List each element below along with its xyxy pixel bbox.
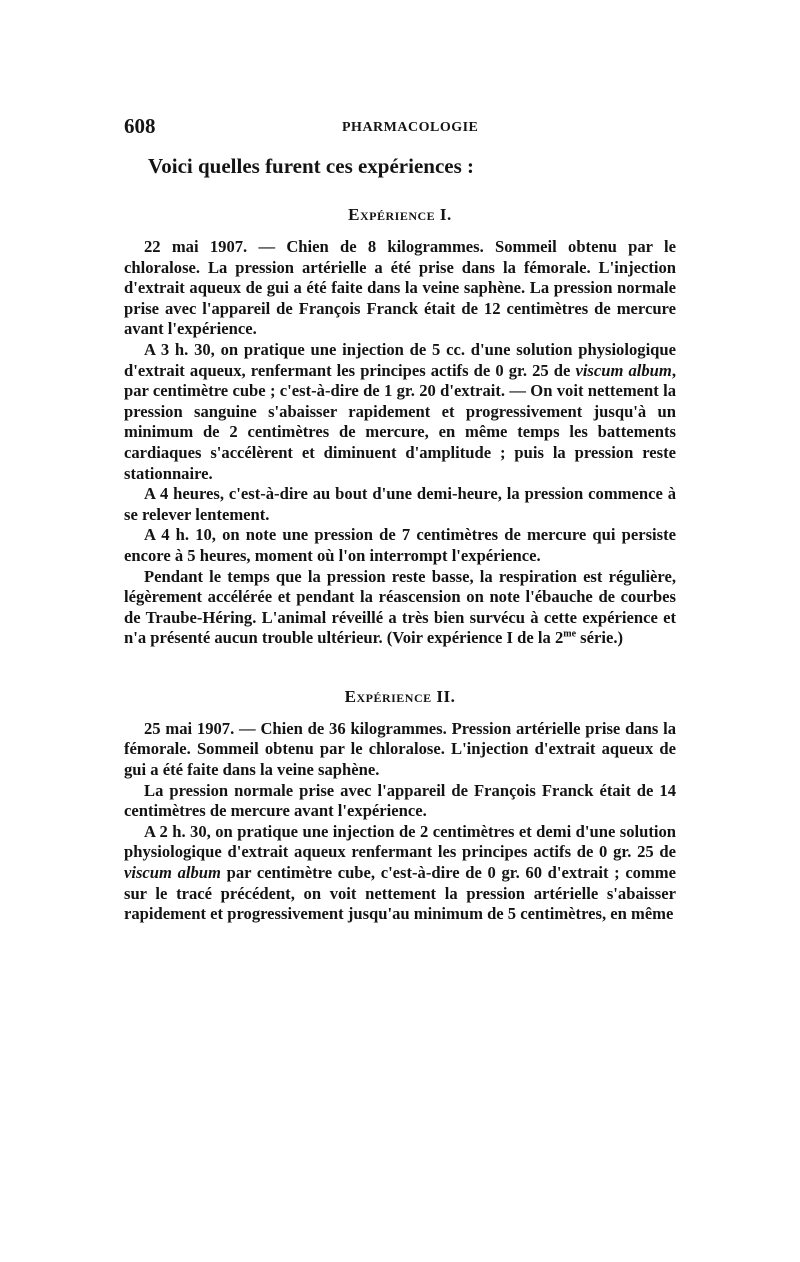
book-page bbox=[124, 112, 676, 925]
paragraph: 22 mai 1907. — Chien de 8 kilogrammes. Sommeil obtenu par le chloralose. La pression artérielle a été prise dans la fémorale. L'injection d'extrait aqueux de gui a été faite dans la veine saphène. La pression normale prise avec l'appareil de François Franck était de 12 centimètres de mercure avant l'expérience. bbox=[124, 237, 676, 339]
intro-sentence: Voici quelles furent ces expériences : bbox=[148, 154, 475, 178]
page-number: 608 bbox=[124, 114, 156, 138]
paragraph bbox=[124, 340, 676, 484]
paragraph-text: Pendant le temps que la pression reste basse, la respiration est régulière, légèrement accélérée et pendant la réascension on note l'ébauche de courbes de Traube-Héring. L'animal réveillé a très bien survécu à cette expérience et n'a présenté aucun trouble ultérieur. (Voir expérience I de la 2 bbox=[124, 566, 676, 648]
paragraph bbox=[124, 567, 676, 649]
running-header bbox=[124, 112, 676, 144]
paragraph: 25 mai 1907. — Chien de 36 kilogrammes. Pression artérielle prise dans la fémorale. Sommeil obtenu par le chloralose. L'injection d'extrait aqueux de gui a été faite dans la veine saphène. bbox=[124, 718, 676, 780]
paragraph-text: série.) bbox=[576, 628, 624, 648]
running-title: PHARMACOLOGIE bbox=[342, 120, 479, 135]
italic-term: viscum album bbox=[124, 863, 221, 883]
paragraph: La pression normale prise avec l'appareil de François Franck était de 14 centimètres de mercure avant l'expérience. bbox=[124, 780, 676, 821]
paragraph-text: , par centimètre cube ; c'est-à-dire de 1 gr. 20 d'extrait. — On voit nettement la pression sanguine s'abaisser rapidement et progressivement jusqu'à un minimum de 2 centimètres de mercure, en même temps les battements cardiaques s'accélèrent et diminuent d'amplitude ; puis la pression reste stationnaire. bbox=[124, 360, 676, 483]
section-heading-experience-1: Expérience I. bbox=[348, 205, 452, 224]
paragraph-text: A 2 h. 30, on pratique une injection de 2 centimètres et demi d'une solution physiologique d'extrait aqueux renfermant les principes actifs de 0 gr. 25 de bbox=[124, 821, 676, 862]
paragraph-text: A 3 h. 30, on pratique une injection de 5 cc. d'une solution physiologique d'extrait aqueux, renfermant les principes actifs de 0 gr. 25 de bbox=[124, 339, 676, 380]
paragraph-text: par centimètre cube, c'est-à-dire de 0 gr. 60 d'extrait ; comme sur le tracé précédent, on voit nettement la pression artérielle s'abaisser rapidement et progressivement jusqu'au minimum de 5 centimètres, en même bbox=[124, 863, 676, 924]
paragraph bbox=[124, 822, 676, 925]
italic-term: viscum album bbox=[575, 360, 672, 380]
section-heading-experience-2: Expérience II. bbox=[344, 686, 456, 706]
superscript: me bbox=[563, 628, 577, 640]
paragraph: A 4 heures, c'est-à-dire au bout d'une demi-heure, la pression commence à se relever lentement. bbox=[124, 484, 676, 524]
paragraph: A 4 h. 10, on note une pression de 7 centimètres de mercure qui persiste encore à 5 heures, moment où l'on interrompt l'expérience. bbox=[124, 525, 676, 565]
